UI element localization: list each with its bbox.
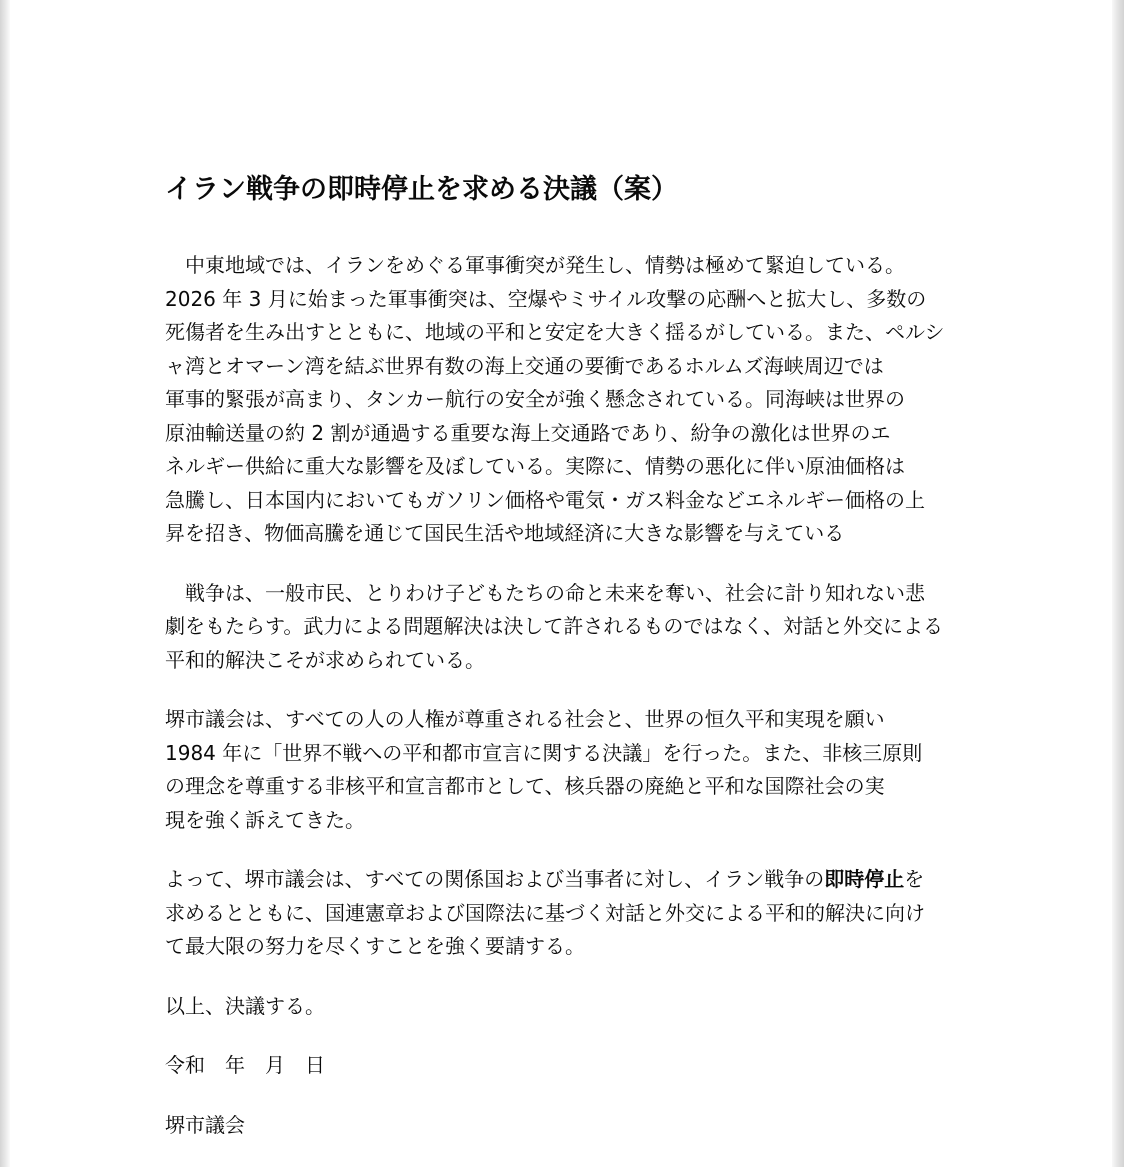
- page-edge-left: [0, 0, 10, 1167]
- paragraph-line: ャ湾とオマーン湾を結ぶ世界有数の海上交通の要衝であるホルムズ海峡周辺では: [165, 353, 884, 378]
- paragraph-line: 2026 年 3 月に始まった軍事衝突は、空爆やミサイル攻撃の応酬へと拡大し、多数の: [165, 286, 927, 311]
- paragraph-line: 軍事的緊張が高まり、タンカー航行の安全が強く懸念されている。同海峡は世界の: [165, 387, 905, 412]
- request-text: よって、堺市議会は、すべての関係国および当事者に対し、イラン戦争の: [165, 867, 825, 892]
- paragraph-line: 中東地域では、イランをめぐる軍事衝突が発生し、情勢は極めて緊迫している。: [165, 253, 905, 278]
- date-line: 令和 年 月 日: [165, 1053, 325, 1078]
- closing-line: 以上、決議する。: [165, 993, 325, 1018]
- signatory-block: [165, 1109, 1065, 1143]
- paragraph-line: て最大限の努力を尽くすことを強く要請する。: [165, 934, 585, 959]
- resolution-title: イラン戦争の即時停止を求める決議（案）: [165, 174, 678, 205]
- paragraph-situation: [165, 249, 1065, 551]
- paragraph-line: 戦争は、一般市民、とりわけ子どもたちの命と未来を奪い、社会に計り知れない悲: [165, 580, 925, 605]
- paragraph-line: 劇をもたらす。武力による問題解決は決して許されるものではなく、対話と外交による: [165, 614, 943, 639]
- paragraph-line: 堺市議会は、すべての人の人権が尊重される社会と、世界の恒久平和実現を願い: [165, 707, 885, 732]
- paragraph-line: 平和的解決こそが求められている。: [165, 647, 485, 672]
- request-text-particle: を: [904, 867, 925, 892]
- paragraph-line: 死傷者を生み出すとともに、地域の平和と安定を大きく揺るがしている。また、ペルシ: [165, 320, 945, 345]
- paragraph-city-history: [165, 703, 1065, 837]
- paragraph-line: 急騰し、日本国内においてもガソリン価格や電気・ガス料金などエネルギー価格の上: [165, 487, 925, 512]
- date-block: [165, 1049, 1065, 1083]
- paragraph-line: 求めるとともに、国連憲章および国際法に基づく対話と外交による平和的解決に向け: [165, 900, 925, 925]
- paragraph-line: 原油輸送量の約 2 割が通過する重要な海上交通路であり、紛争の激化は世界のエ: [165, 420, 891, 445]
- paragraph-line: 現を強く訴えてきた。: [165, 807, 365, 832]
- signatory-line: 堺市議会: [165, 1112, 245, 1137]
- paragraph-line: 1984 年に「世界不戦への平和都市宣言に関する決議」を行った。また、非核三原則: [165, 740, 923, 765]
- page-edge-right: [1112, 0, 1124, 1167]
- immediate-stop-emphasis: 即時停止: [824, 867, 905, 892]
- paragraph-line: の理念を尊重する非核平和宣言都市として、核兵器の廃絶と平和な国際社会の実: [165, 774, 885, 799]
- closing-statement: [165, 990, 1065, 1024]
- paragraph-request: [165, 863, 1065, 964]
- paragraph-line: 昇を招き、物価高騰を通じて国民生活や地域経済に大きな影響を与えている: [165, 521, 845, 546]
- paragraph-line: ネルギー供給に重大な影響を及ぼしている。実際に、情勢の悪化に伴い原油価格は: [165, 454, 905, 479]
- paragraph-war-impact: [165, 577, 1065, 678]
- document-page: [165, 170, 1065, 1142]
- paragraph-line: [165, 863, 1065, 897]
